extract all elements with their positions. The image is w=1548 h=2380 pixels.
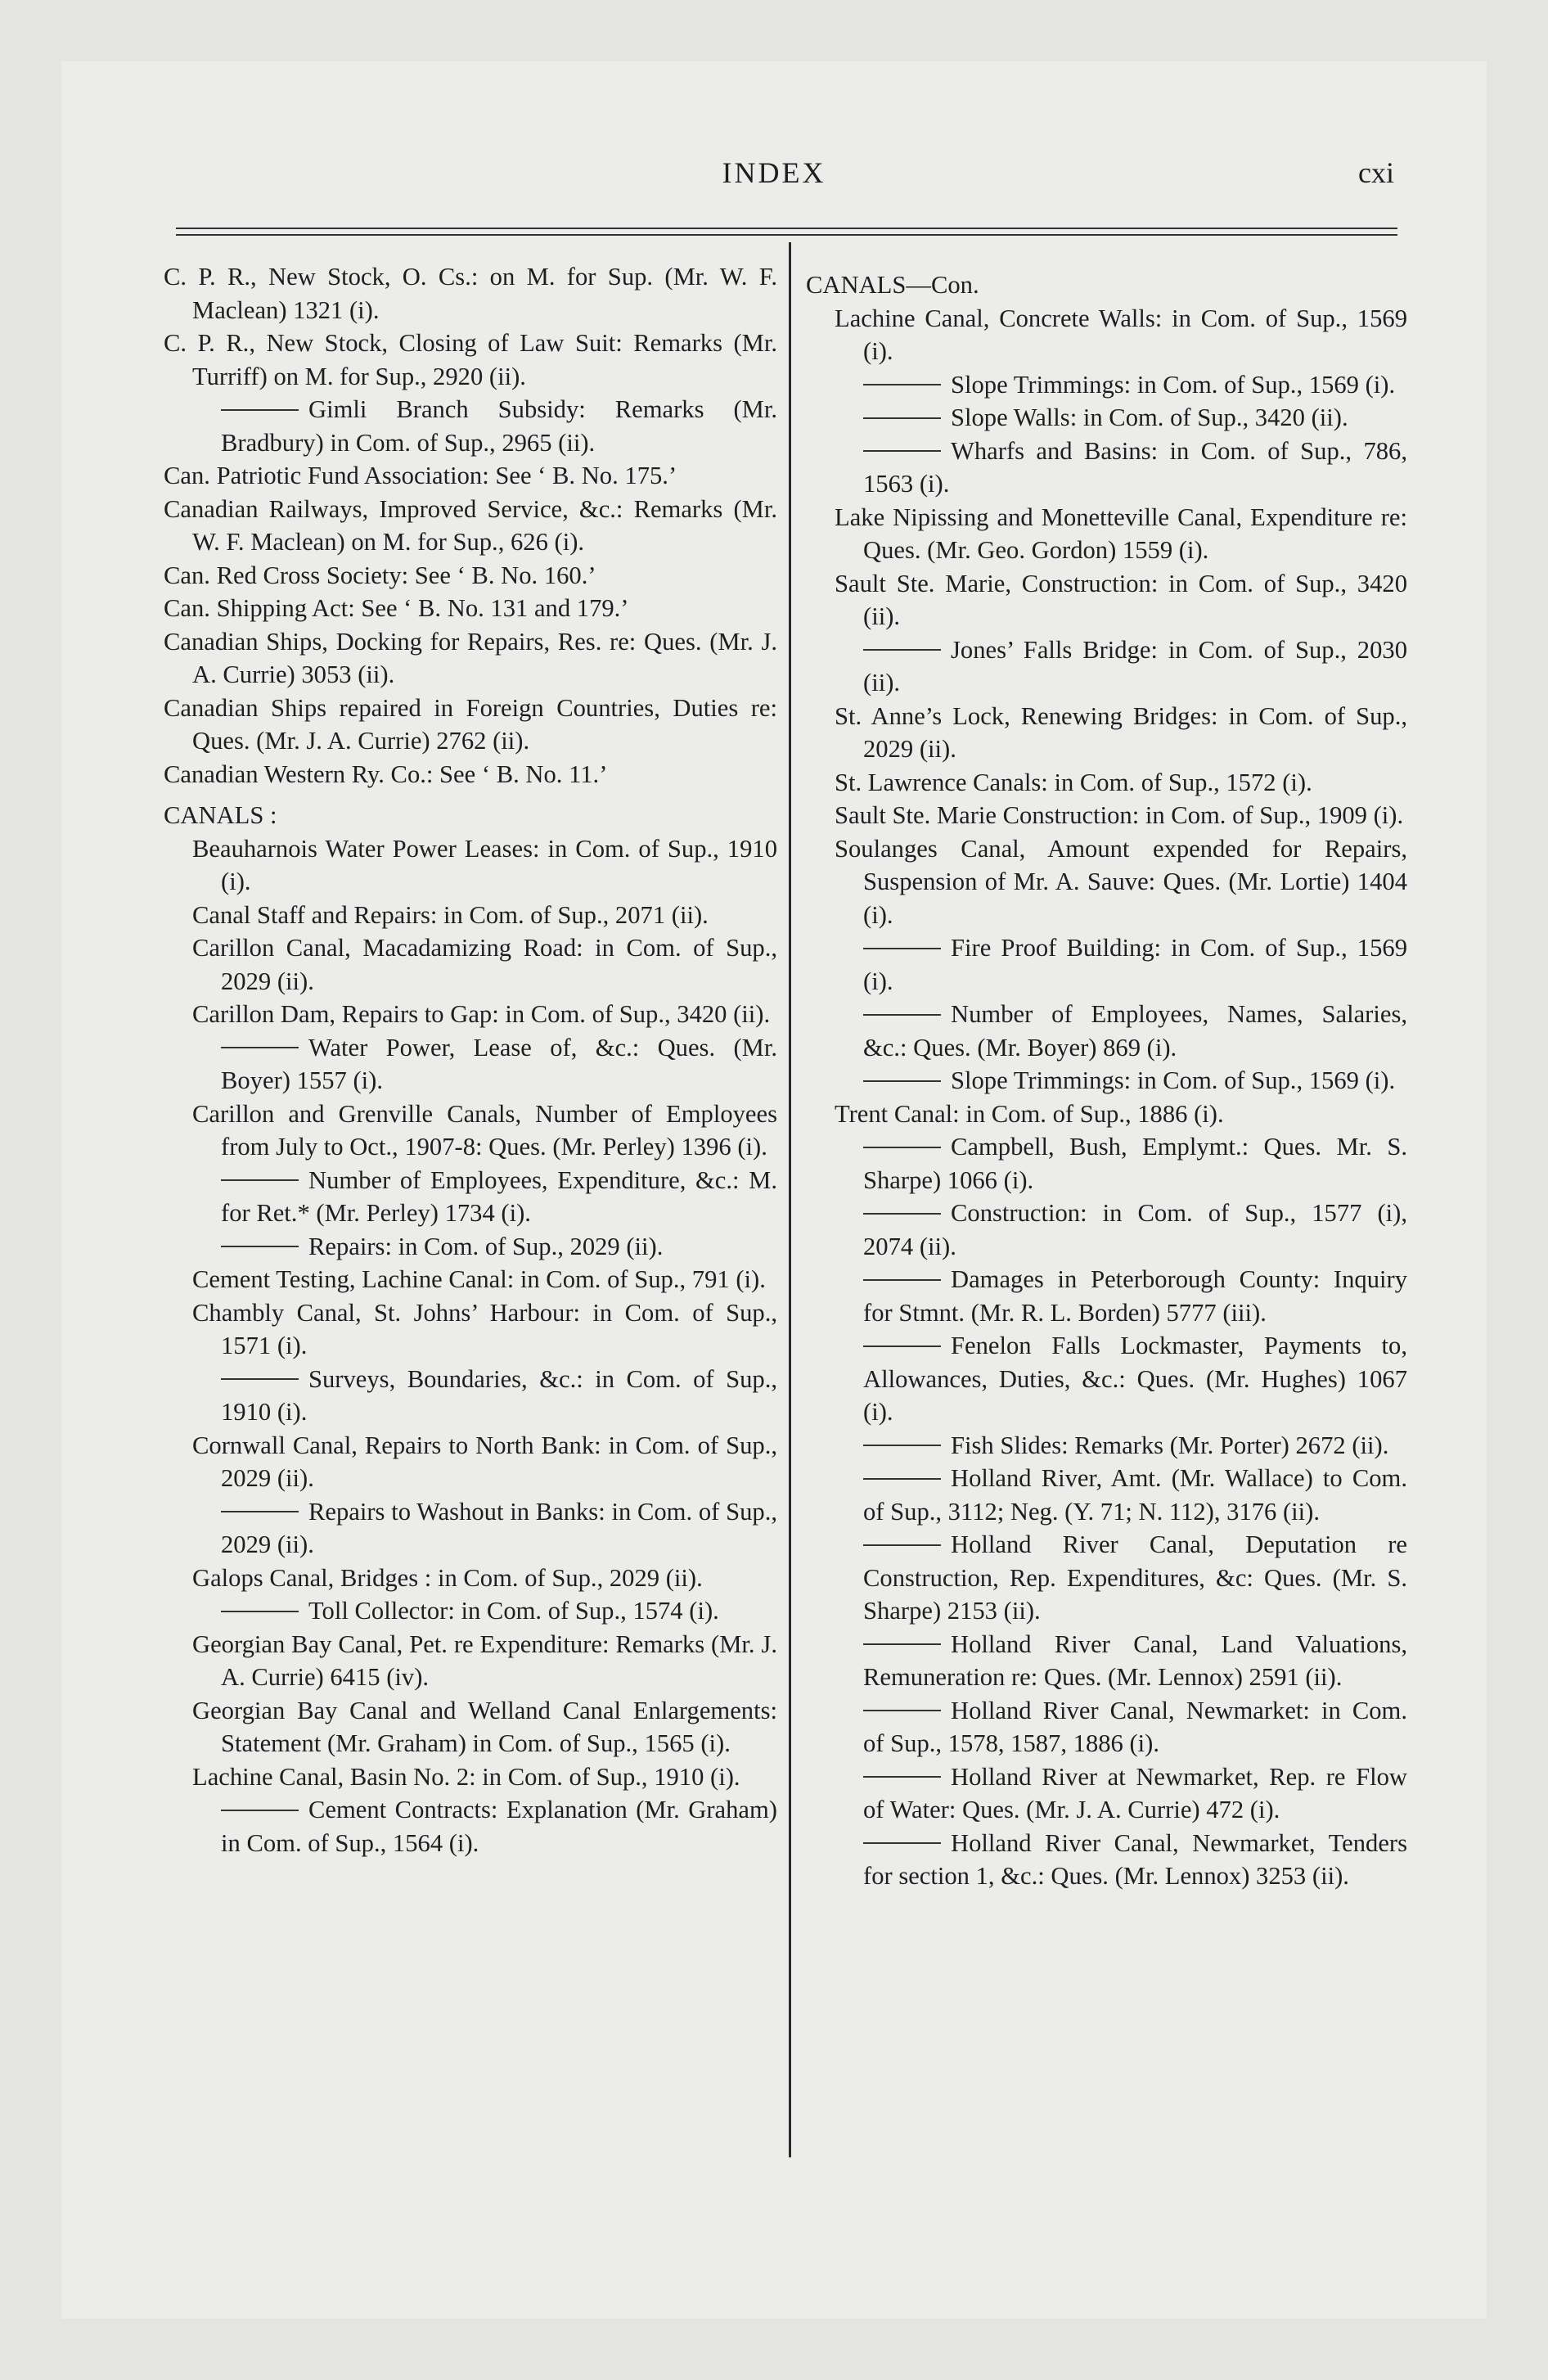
entry-text: Carillon and Grenville Canals, Number of Employees from July to Oct., 1907-8: Ques. (Mr. Perley) 1396 (i). bbox=[192, 1099, 777, 1161]
entry-text: Carillon Dam, Repairs to Gap: in Com. of Sup., 3420 (ii). bbox=[192, 1000, 771, 1028]
header-rule bbox=[176, 228, 1397, 229]
entry-text: Repairs: in Com. of Sup., 2029 (ii). bbox=[308, 1232, 664, 1260]
index-subentry bbox=[806, 633, 1407, 700]
header-rule bbox=[176, 234, 1397, 236]
entry-text: Fire Proof Building: in Com. of Sup., 1569 (i). bbox=[863, 934, 1407, 995]
index-entry bbox=[164, 692, 777, 758]
index-entry bbox=[806, 501, 1407, 567]
index-entry bbox=[164, 998, 777, 1031]
entry-text: Galops Canal, Bridges : in Com. of Sup., 2029 (ii). bbox=[192, 1563, 703, 1592]
index-subentry bbox=[806, 1064, 1407, 1098]
index-entry bbox=[164, 1429, 777, 1495]
index-entry bbox=[806, 302, 1407, 368]
index-entry bbox=[164, 459, 777, 493]
index-subentry bbox=[806, 1827, 1407, 1893]
entry-text: St. Anne’s Lock, Renewing Bridges: in Com. of Sup., 2029 (ii). bbox=[835, 701, 1407, 763]
entry-text: Jones’ Falls Bridge: in Com. of Sup., 2030 (ii). bbox=[863, 635, 1407, 696]
index-entry bbox=[806, 766, 1407, 800]
ditto-dash bbox=[863, 1014, 941, 1016]
index-subentry bbox=[806, 1694, 1407, 1760]
entry-text: Can. Shipping Act: See ‘ B. No. 131 and 179.’ bbox=[164, 594, 629, 622]
entry-text: Surveys, Boundaries, &c.: in Com. of Sup., 1910 (i). bbox=[221, 1364, 777, 1426]
index-entry bbox=[164, 899, 777, 932]
entry-text: Number of Employees, Names, Salaries, &c.: Ques. (Mr. Boyer) 869 (i). bbox=[863, 1000, 1407, 1062]
entry-text: Cement Testing, Lachine Canal: in Com. of Sup., 791 (i). bbox=[192, 1265, 766, 1293]
entry-text: Chambly Canal, St. Johns’ Harbour: in Com. of Sup., 1571 (i). bbox=[192, 1298, 777, 1359]
index-subentry bbox=[806, 1462, 1407, 1528]
entry-text: C. P. R., New Stock, Closing of Law Suit: Remarks (Mr. Turriff) on M. for Sup., 2920 (ii). bbox=[164, 329, 777, 390]
index-entry bbox=[806, 567, 1407, 633]
index-entry bbox=[164, 1098, 777, 1164]
index-subentry bbox=[164, 1031, 777, 1098]
entry-text: Can. Red Cross Society: See ‘ B. No. 160.’ bbox=[164, 561, 596, 589]
ditto-dash bbox=[863, 1346, 941, 1347]
index-entry bbox=[806, 700, 1407, 766]
ditto-dash bbox=[221, 1611, 299, 1612]
entry-text: Soulanges Canal, Amount expended for Repairs, Suspension of Mr. A. Sauve: Ques. (Mr. Lortie) 1404 (i). bbox=[835, 834, 1407, 929]
entry-text: Lake Nipissing and Monetteville Canal, Expenditure re: Ques. (Mr. Geo. Gordon) 1559 (i). bbox=[835, 503, 1407, 564]
index-subentry bbox=[806, 368, 1407, 402]
entry-text: Damages in Peterborough County: Inquiry for Stmnt. (Mr. R. L. Borden) 5777 (iii). bbox=[863, 1265, 1407, 1327]
index-entry bbox=[164, 260, 777, 327]
index-entry bbox=[164, 1263, 777, 1296]
entry-text: Beauharnois Water Power Leases: in Com. of Sup., 1910 (i). bbox=[192, 834, 777, 895]
index-entry bbox=[164, 1296, 777, 1363]
entry-text: Holland River Canal, Newmarket, Tenders for section 1, &c.: Ques. (Mr. Lennox) 3253 (ii). bbox=[863, 1828, 1407, 1890]
index-subentry bbox=[806, 931, 1407, 998]
index-entry bbox=[806, 799, 1407, 832]
entry-text: Sault Ste. Marie Construction: in Com. of Sup., 1909 (i). bbox=[835, 801, 1404, 829]
ditto-dash bbox=[863, 1213, 941, 1215]
index-entry bbox=[164, 559, 777, 593]
page-number: cxi bbox=[1358, 156, 1394, 189]
index-subentry bbox=[806, 1263, 1407, 1329]
index-subentry bbox=[164, 1495, 777, 1562]
entry-text: Canadian Railways, Improved Service, &c.: Remarks (Mr. W. F. Maclean) on M. for Sup., 626 (i). bbox=[164, 494, 777, 556]
entry-text: Holland River Canal, Deputation re Construction, Rep. Expenditures, &c: Ques. (Mr. S. Sharpe) 2153 (ii). bbox=[863, 1530, 1407, 1625]
ditto-dash bbox=[863, 384, 941, 385]
index-entry bbox=[164, 931, 777, 998]
index-subentry bbox=[164, 393, 777, 459]
entry-text: Construction: in Com. of Sup., 1577 (i), 2074 (ii). bbox=[863, 1199, 1407, 1260]
ditto-dash bbox=[863, 1776, 941, 1778]
index-subentry bbox=[806, 1628, 1407, 1694]
left-column bbox=[164, 260, 777, 1859]
entry-text: Cornwall Canal, Repairs to North Bank: in Com. of Sup., 2029 (ii). bbox=[192, 1431, 777, 1492]
entry-text: Wharfs and Basins: in Com. of Sup., 786, 1563 (i). bbox=[863, 436, 1407, 498]
ditto-dash bbox=[863, 1279, 941, 1281]
ditto-dash bbox=[863, 1080, 941, 1082]
index-entry bbox=[164, 625, 777, 692]
ditto-dash bbox=[863, 1478, 941, 1480]
ditto-dash bbox=[863, 1544, 941, 1546]
ditto-dash bbox=[221, 1179, 299, 1181]
ditto-dash bbox=[221, 1378, 299, 1380]
index-subentry bbox=[806, 998, 1407, 1064]
page-title: INDEX bbox=[722, 156, 826, 189]
entry-text: Campbell, Bush, Emplymt.: Ques. Mr. S. Sharpe) 1066 (i). bbox=[863, 1133, 1407, 1194]
entry-text: Trent Canal: in Com. of Sup., 1886 (i). bbox=[835, 1099, 1224, 1128]
entry-text: Canadian Western Ry. Co.: See ‘ B. No. 11.’ bbox=[164, 760, 608, 788]
index-entry bbox=[164, 1760, 777, 1794]
entry-text: Cement Contracts: Explanation (Mr. Graham) in Com. of Sup., 1564 (i). bbox=[221, 1796, 777, 1857]
entry-text: CANALS—Con. bbox=[806, 271, 979, 299]
index-entry bbox=[164, 832, 777, 899]
index-subentry bbox=[806, 1329, 1407, 1429]
index-entry bbox=[164, 758, 777, 791]
index-subentry bbox=[164, 1793, 777, 1859]
entry-text: Canadian Ships repaired in Foreign Countries, Duties re: Ques. (Mr. J. A. Currie) 2762 (ii). bbox=[164, 693, 777, 755]
entry-text: Holland River, Amt. (Mr. Wallace) to Com. of Sup., 3112; Neg. (Y. 71; N. 112), 3176 (ii). bbox=[863, 1464, 1407, 1526]
entry-text: Lachine Canal, Basin No. 2: in Com. of Sup., 1910 (i). bbox=[192, 1762, 740, 1791]
index-subentry bbox=[164, 1230, 777, 1264]
ditto-dash bbox=[863, 1710, 941, 1711]
ditto-dash bbox=[863, 948, 941, 949]
entry-text: Canal Staff and Repairs: in Com. of Sup., 2071 (ii). bbox=[192, 900, 709, 929]
entry-text: Sault Ste. Marie, Construction: in Com. of Sup., 3420 (ii). bbox=[835, 569, 1407, 630]
ditto-dash bbox=[221, 409, 299, 411]
entry-text: Holland River at Newmarket, Rep. re Flow of Water: Ques. (Mr. J. A. Currie) 472 (i). bbox=[863, 1762, 1407, 1823]
ditto-dash bbox=[221, 1246, 299, 1247]
index-entry bbox=[164, 327, 777, 393]
entry-text: Slope Walls: in Com. of Sup., 3420 (ii). bbox=[951, 403, 1348, 431]
entry-text: Holland River Canal, Newmarket: in Com. of Sup., 1578, 1587, 1886 (i). bbox=[863, 1696, 1407, 1757]
entry-text: Carillon Canal, Macadamizing Road: in Com. of Sup., 2029 (ii). bbox=[192, 934, 777, 995]
entry-text: Water Power, Lease of, &c.: Ques. (Mr. Boyer) 1557 (i). bbox=[221, 1033, 777, 1094]
index-entry bbox=[164, 493, 777, 559]
entry-text: Repairs to Washout in Banks: in Com. of Sup., 2029 (ii). bbox=[221, 1497, 777, 1558]
ditto-dash bbox=[863, 450, 941, 452]
entry-text: Holland River Canal, Land Valuations, Remuneration re: Ques. (Mr. Lennox) 2591 (ii). bbox=[863, 1629, 1407, 1691]
index-entry bbox=[806, 1098, 1407, 1131]
entry-text: Slope Trimmings: in Com. of Sup., 1569 (i). bbox=[951, 1066, 1396, 1094]
ditto-dash bbox=[863, 417, 941, 419]
index-subentry bbox=[164, 1594, 777, 1628]
section-heading bbox=[806, 268, 1407, 302]
ditto-dash bbox=[863, 1445, 941, 1446]
index-subentry bbox=[806, 1528, 1407, 1628]
ditto-dash bbox=[863, 1643, 941, 1645]
index-subentry bbox=[806, 1130, 1407, 1197]
entry-text: Fish Slides: Remarks (Mr. Porter) 2672 (ii). bbox=[951, 1431, 1389, 1459]
entry-text: C. P. R., New Stock, O. Cs.: on M. for Sup. (Mr. W. F. Maclean) 1321 (i). bbox=[164, 263, 777, 324]
index-entry bbox=[164, 1562, 777, 1595]
ditto-dash bbox=[221, 1810, 299, 1811]
entry-text: Georgian Bay Canal, Pet. re Expenditure: Remarks (Mr. J. A. Currie) 6415 (iv). bbox=[192, 1629, 777, 1691]
index-subentry bbox=[806, 401, 1407, 435]
index-entry bbox=[164, 1694, 777, 1760]
index-subentry bbox=[806, 1760, 1407, 1827]
index-subentry bbox=[164, 1164, 777, 1230]
right-column bbox=[806, 260, 1407, 1893]
ditto-dash bbox=[221, 1511, 299, 1512]
entry-text: Slope Trimmings: in Com. of Sup., 1569 (i). bbox=[951, 370, 1396, 399]
ditto-dash bbox=[863, 1842, 941, 1844]
entry-text: CANALS : bbox=[164, 801, 277, 829]
section-heading bbox=[164, 799, 777, 832]
ditto-dash bbox=[221, 1047, 299, 1048]
index-subentry bbox=[806, 1429, 1407, 1463]
entry-text: Georgian Bay Canal and Welland Canal Enlargements: Statement (Mr. Graham) in Com. of Sup., 1565 (i). bbox=[192, 1696, 777, 1757]
index-entry bbox=[806, 832, 1407, 932]
index-subentry bbox=[806, 435, 1407, 501]
entry-text: Fenelon Falls Lockmaster, Payments to, Allowances, Duties, &c.: Ques. (Mr. Hughes) 1067 (i). bbox=[863, 1332, 1407, 1426]
ditto-dash bbox=[863, 649, 941, 651]
index-subentry bbox=[164, 1363, 777, 1429]
index-subentry bbox=[806, 1197, 1407, 1263]
index-entry bbox=[164, 1628, 777, 1694]
entry-text: Lachine Canal, Concrete Walls: in Com. of Sup., 1569 (i). bbox=[835, 304, 1407, 365]
index-entry bbox=[164, 592, 777, 625]
column-divider bbox=[789, 242, 791, 2157]
entry-text: Number of Employees, Expenditure, &c.: M. for Ret.* (Mr. Perley) 1734 (i). bbox=[221, 1165, 777, 1227]
ditto-dash bbox=[863, 1147, 941, 1148]
entry-text: Canadian Ships, Docking for Repairs, Res. re: Ques. (Mr. J. A. Currie) 3053 (ii). bbox=[164, 627, 777, 688]
entry-text: Toll Collector: in Com. of Sup., 1574 (i). bbox=[308, 1597, 719, 1625]
entry-text: Gimli Branch Subsidy: Remarks (Mr. Bradbury) in Com. of Sup., 2965 (ii). bbox=[221, 395, 777, 457]
entry-text: Can. Patriotic Fund Association: See ‘ B. No. 175.’ bbox=[164, 462, 677, 489]
entry-text: St. Lawrence Canals: in Com. of Sup., 1572 (i). bbox=[835, 768, 1312, 796]
